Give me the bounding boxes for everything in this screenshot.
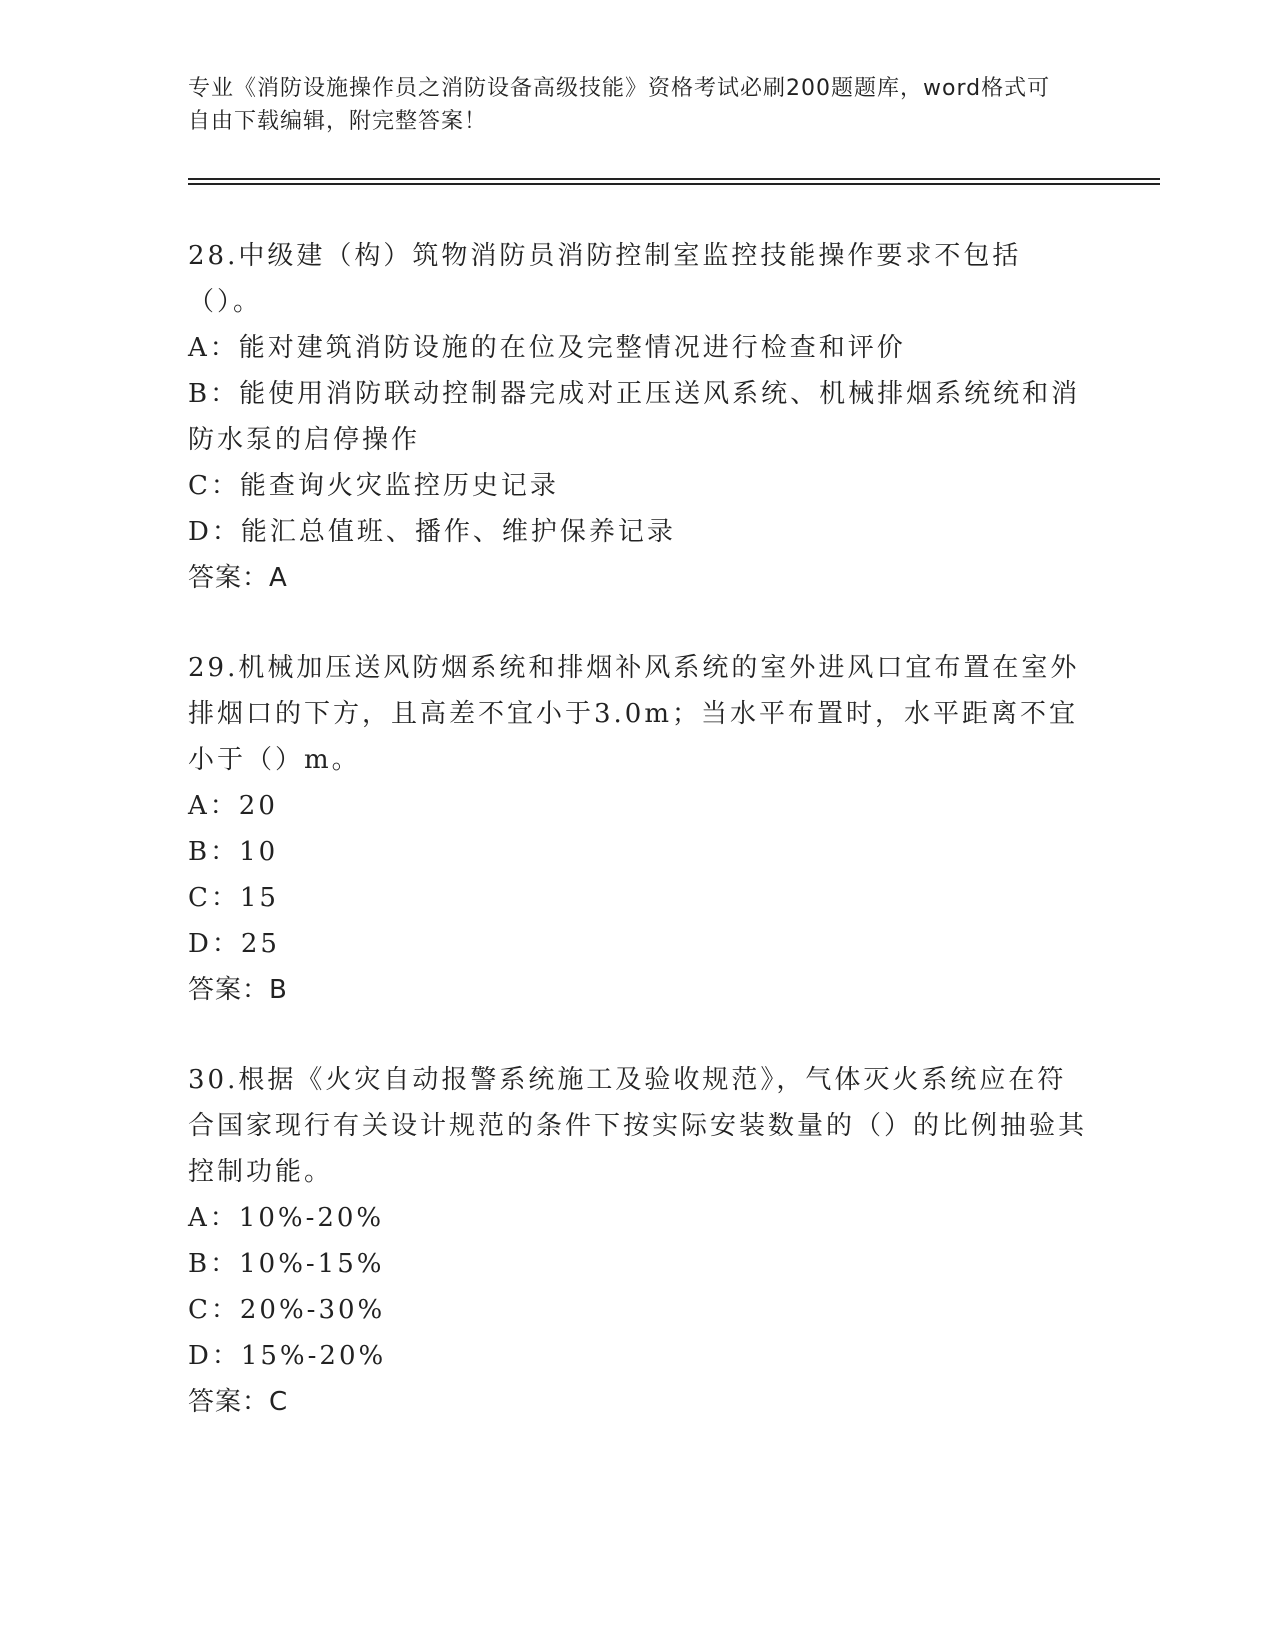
- question-28: [188, 233, 1088, 601]
- question-text: 29.机械加压送风防烟系统和排烟补风系统的室外进风口宜布置在室外排烟口的下方，且高差不宜小于3.0m；当水平布置时，水平距离不宜小于（）m。: [188, 653, 1080, 775]
- answer: 答案：C: [188, 1387, 289, 1417]
- answer: 答案：B: [188, 975, 288, 1005]
- question-29: [188, 645, 1088, 1013]
- option-d: D：25: [188, 929, 280, 959]
- option-b: B：10: [188, 837, 279, 867]
- option-c: C：20%-30%: [188, 1295, 386, 1325]
- answer: 答案：A: [188, 563, 288, 593]
- question-text: 28.中级建（构）筑物消防员消防控制室监控技能操作要求不包括（）。: [188, 241, 1022, 317]
- option-c: C：15: [188, 883, 279, 913]
- option-a: A：20: [188, 791, 278, 821]
- option-a: A：能对建筑消防设施的在位及完整情况进行检查和评价: [188, 333, 906, 363]
- option-b: B：能使用消防联动控制器完成对正压送风系统、机械排烟系统统和消防水泵的启停操作: [188, 379, 1081, 455]
- document-header: 专业《消防设施操作员之消防设备高级技能》资格考试必刷200题题库，word格式可自由下载编辑，附完整答案！: [188, 76, 1051, 134]
- option-c: C：能查询火灾监控历史记录: [188, 471, 559, 501]
- header-divider-bottom: [188, 183, 1160, 185]
- question-text: 30.根据《火灾自动报警系统施工及验收规范》，气体灭火系统应在符合国家现行有关设计规范的条件下按实际安装数量的（）的比例抽验其控制功能。: [188, 1065, 1088, 1187]
- option-d: D：15%-20%: [188, 1341, 387, 1371]
- header-divider-top: [188, 178, 1160, 180]
- option-d: D：能汇总值班、播作、维护保养记录: [188, 517, 676, 547]
- question-30: [188, 1057, 1088, 1425]
- option-a: A：10%-20%: [188, 1203, 385, 1233]
- option-b: B：10%-15%: [188, 1249, 385, 1279]
